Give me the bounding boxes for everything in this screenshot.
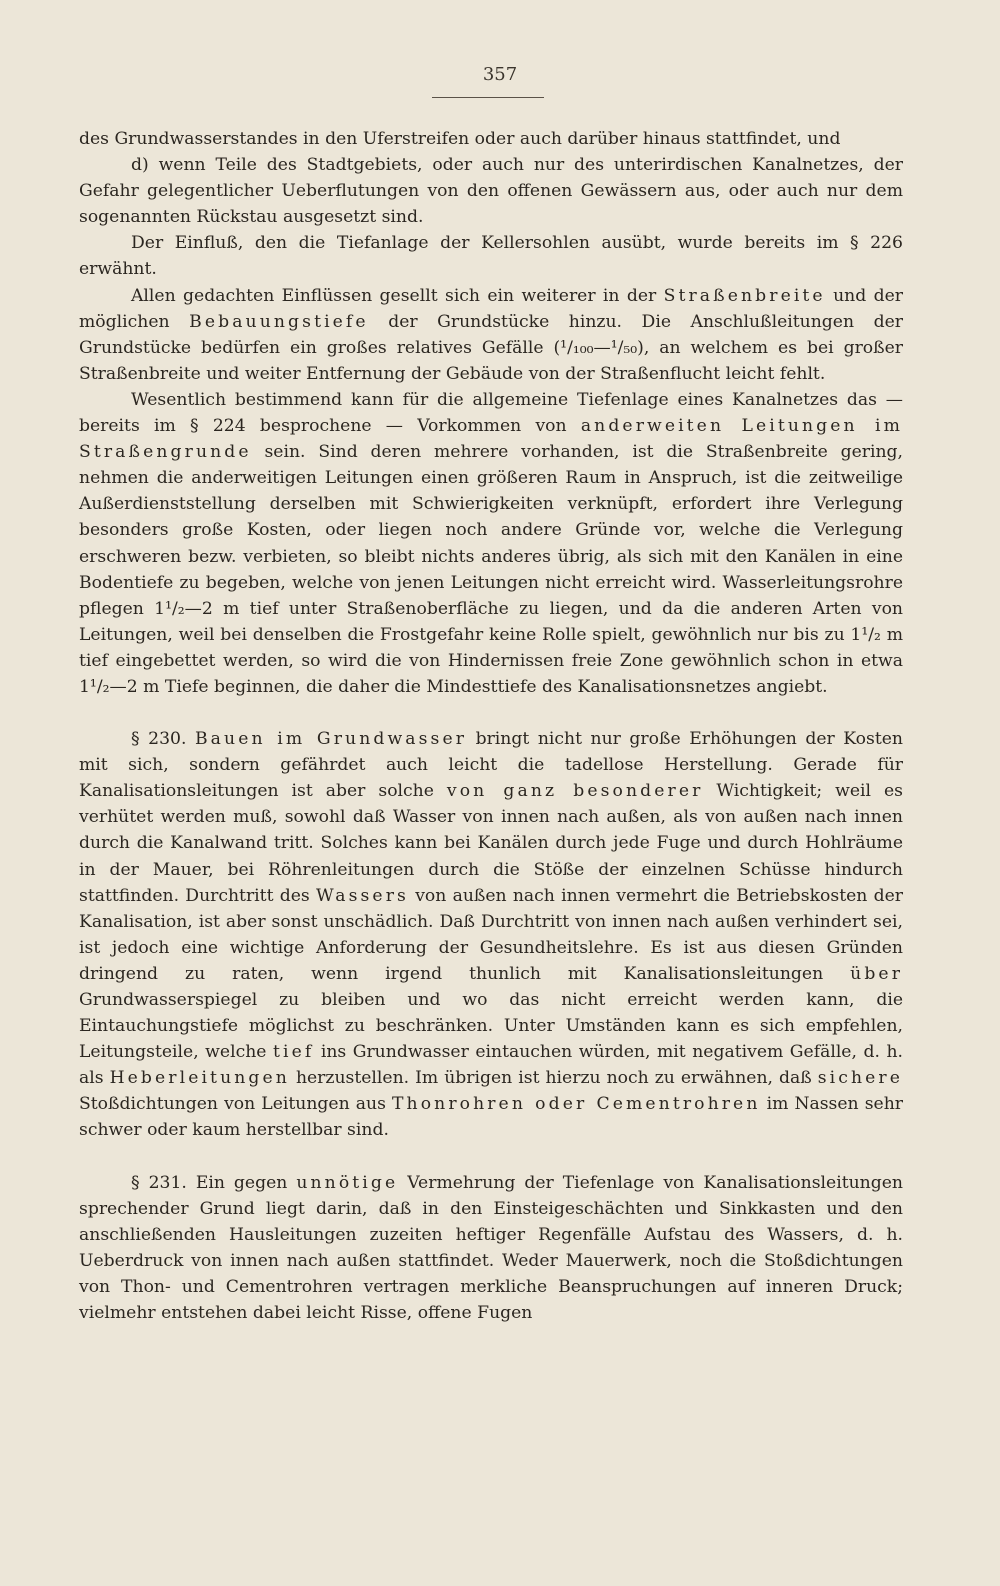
text-run: im Nassen sehr schwer oder kaum herstellbar sind. <box>79 1094 903 1141</box>
paragraph-kellersohlen: Der Einfluß, den die Tiefanlage der Kellersohlen ausübt, wurde bereits im § 226 erwähnt. <box>79 233 903 280</box>
text-run: sein. Sind deren mehrere vorhanden, ist die Straßenbreite gering, nehmen die anderweitigen Leitungen einen größeren Raum in Anspruch, ist die zeitweilige Außerdienststellung derselben mit Schwierigkeiten verknüpft, erfordert ihre Verlegung besonders große Kosten, oder liegen noch andere Gründe vor, welche die Verlegung erschweren bezw. verbieten, so bleibt nichts anderes übrig, als sich mit den Kanälen in eine Bodentiefe zu begeben, welche von jenen Leitungen nicht erreicht wird. Wasserleitungsrohre pflegen 1¹/₂—2 m tief unter Straßenoberfläche zu liegen, und da die anderen Arten von Leitungen, weil bei denselben die Frostgefahr keine Rolle spielt, gewöhnlich nur bis zu 1¹/₂ m tief eingebettet werden, so wird die von Hindernissen freie Zone gewöhnlich schon in etwa 1¹/₂—2 m Tiefe beginnen, die daher die Mindesttiefe des Kanalisationsnetzes angiebt. <box>79 442 903 697</box>
spaced-term: tief <box>272 1042 315 1063</box>
spaced-term: Straßenbreite <box>663 285 826 306</box>
text-run: Allen gedachten Einflüssen gesellt sich ein weiterer in der <box>131 285 664 306</box>
paragraph-section-230 <box>79 726 903 1144</box>
spaced-term: Wassers <box>315 885 409 906</box>
text-run: Wesentlich bestimmend kann für die allgemeine Tiefenlage eines Kanalnetzes das — bereits im § 224 besprochene — Vorkommen von <box>79 389 903 437</box>
spaced-term: über <box>850 963 903 984</box>
section-number: § 231. Ein gegen <box>131 1172 297 1193</box>
paragraph-leitungen <box>79 387 903 700</box>
text-run: von außen nach innen vermehrt die Betriebskosten der Kanalisation, ist aber sonst unschädlich. Daß Durchtritt von innen nach außen verhindert sei, ist jedoch eine wichtige Anforderung der Gesundheitslehre. Es ist aus diesen Gründen dringend zu raten, wenn irgend thunlich mit Kanalisationsleitungen <box>79 885 903 984</box>
text-run: und der möglichen <box>79 285 903 332</box>
section-gap <box>79 1144 903 1170</box>
text-run: der Grundstücke hinzu. Die Anschlußleitungen der Grundstücke bedürfen ein großes relatives Gefälle (¹/₁₀₀—¹/₅₀), an welchem es bei großer Straßenbreite und weiter Entfernung der Gebäude von der Straßenflucht leicht fehlt. <box>79 311 903 384</box>
text-run: Grundwasserspiegel zu bleiben und wo das nicht erreicht werden kann, die Eintauchungstiefe möglichst zu beschränken. Unter Umständen kann es sich empfehlen, Leitungsteile, welche <box>79 990 903 1063</box>
paragraph-list-item-d: d) wenn Teile des Stadtgebiets, oder auch nur des unterirdischen Kanalnetzes, der Gefahr gelegentlicher Ueberflutungen von den offenen Gewässern aus, oder auch nur dem sogenannten Rückstau ausgesetzt sind. <box>79 155 903 228</box>
text-run: Stoßdichtungen von Leitungen aus <box>79 1094 392 1115</box>
section-gap <box>79 700 903 726</box>
text-run: Wichtigkeit; weil es verhütet werden muß, sowohl daß Wasser von innen nach außen, als von außen nach innen durch die Kanalwand tritt. Solches kann bei Kanälen durch jede Fuge und durch Hohlräume in der Mauer, bei Röhrenleitungen durch die Stöße der einzelnen Schüsse hindurch stattfinden. Durchtritt des <box>79 781 903 906</box>
paragraph-continuation: des Grundwasserstandes in den Uferstreifen oder auch darüber hinaus stattfindet, und <box>79 129 841 149</box>
header-rule <box>432 97 544 98</box>
body-text <box>79 126 903 1326</box>
spaced-term: Thonrohren oder Cementrohren <box>391 1094 761 1115</box>
text-run: bringt nicht nur große Erhöhungen der Kosten mit sich, sondern gefährdet auch leicht die tadellose Herstellung. Gerade für Kanalisationsleitungen ist aber solche <box>79 729 903 802</box>
spaced-term: Bebauungstiefe <box>189 311 369 332</box>
section-number: § 230. <box>131 729 195 750</box>
text-run: Vermehrung der Tiefenlage von Kanalisationsleitungen sprechender Grund liegt darin, daß in den Einsteigeschächten und Sinkkasten und den anschließenden Hausleitungen zuzeiten heftiger Regenfälle Aufstau des Wassers, d. h. Ueberdruck von innen nach außen stattfindet. Weder Mauerwerk, noch die Stoßdichtungen von Thon- und Cementrohren vertragen merkliche Beanspruchungen auf inneren Druck; vielmehr entstehen dabei leicht Risse, offene Fugen <box>79 1172 903 1324</box>
spaced-term: anderweiten Leitungen im Straßengrunde <box>79 416 903 463</box>
paragraph-section-231 <box>79 1170 903 1327</box>
spaced-term: sichere <box>817 1068 904 1089</box>
spaced-term: unnötige <box>296 1172 399 1193</box>
spaced-term: Bauen im Grundwasser <box>194 729 468 750</box>
spaced-term: Heberleitungen <box>109 1068 290 1089</box>
text-run: ins Grundwasser eintauchen würden, mit negativem Gefälle, d. h. als <box>79 1042 903 1089</box>
paragraph-strassenbreite <box>79 283 903 387</box>
page-number: 357 <box>482 64 518 85</box>
spaced-term: von ganz besonderer <box>446 781 704 802</box>
text-run: herzustellen. Im übrigen ist hierzu noch zu erwähnen, daß <box>289 1068 818 1089</box>
